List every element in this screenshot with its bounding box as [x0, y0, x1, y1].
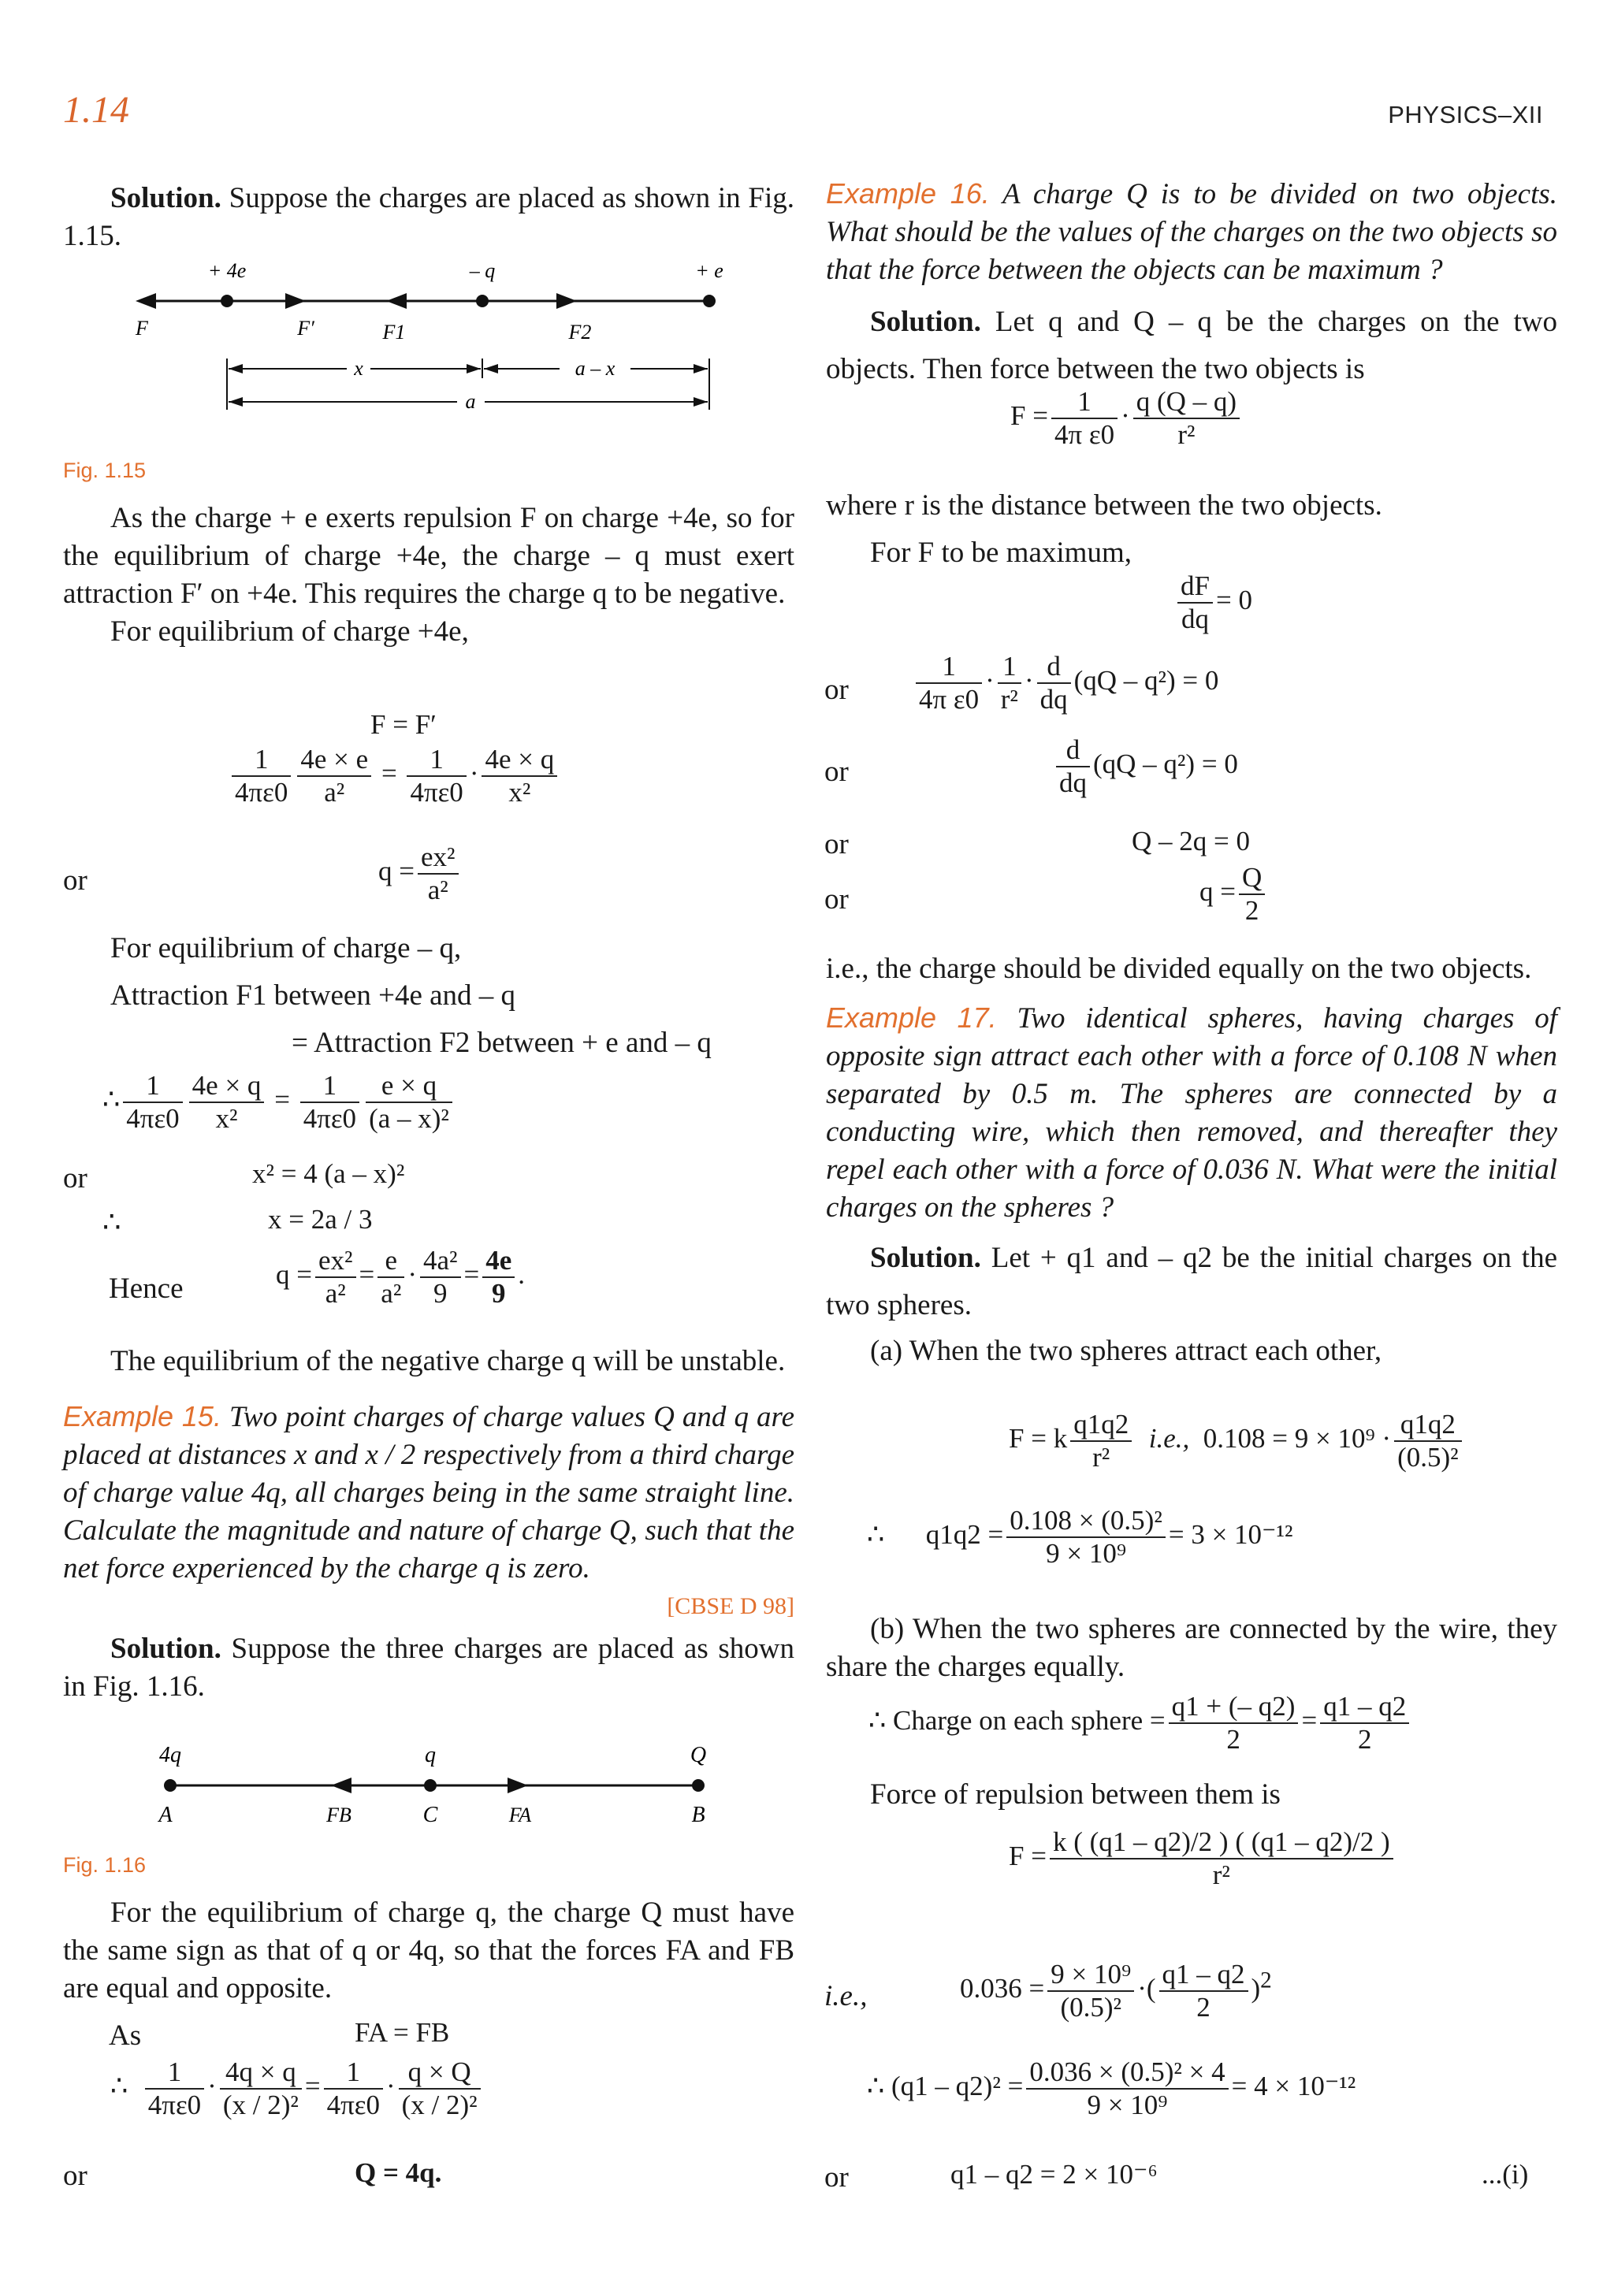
- arrow-FA: [508, 1778, 528, 1793]
- label-Q: Q: [690, 1743, 707, 1767]
- eq-repulsion-force: F = $\frac{k ( (q1 - q2)/2 ) ( (q1 - q2)/2 )}{\text{r²}}$: [1009, 1826, 1396, 1891]
- or-label-1: or: [63, 864, 87, 897]
- label-minus-q: – q: [469, 259, 496, 282]
- eq-charge-each-sphere: ∴ Charge on each sphere = $\frac{q1 + (- q2)}{2}$ = $\frac{q1 - q2}{2}$: [868, 1691, 1412, 1755]
- as-label: As: [109, 2019, 142, 2052]
- or-label-r4: or: [824, 883, 849, 916]
- solution-16-label: Solution.: [870, 306, 981, 338]
- eq-final-q: q = $\frac{\text{ex²}}{\text{a²}}$ = $\frac{e}{\text{a²}}$ · $\frac{\text{4a²}}{9}$ = $\frac{4e}{9}$ .: [276, 1245, 526, 1309]
- dim-a: a: [465, 390, 476, 413]
- or-label-r5: or: [824, 2161, 849, 2194]
- arrow-F2: [556, 293, 577, 309]
- or-label-3: or: [63, 2160, 87, 2192]
- example-17-label: Example 17.: [826, 1001, 997, 1034]
- eq-force-balance-2: ∴ $\frac{1}{4\pi\varepsilon 0}$ $\frac{4e \times q}{\text{x²}}$ = $\frac{1}{4\pi\varepsilon 0}$ $\frac{e \times q}{\text{(a – x)²}}$: [102, 1070, 456, 1135]
- eq-attraction-force: F = k $\frac{q1q2}{\text{r²}}$ i.e., 0.108 = 9 × 10⁹ · $\frac{q1q2}{\text{(0.5)²}}$: [1009, 1409, 1465, 1473]
- solution-label-2: Solution.: [110, 1633, 221, 1665]
- label-A: A: [158, 1803, 173, 1827]
- solution-17-label: Solution.: [870, 1242, 981, 1274]
- paragraph-part-a: (a) When the two spheres attract each other,: [870, 1335, 1382, 1367]
- figure-caption-1-16: Fig. 1.16: [63, 1853, 147, 1877]
- eq-q-value: q = $\frac{\text{ex²}}{\text{a²}}$: [378, 841, 462, 906]
- paragraph-part-b: (b) When the two spheres are connected by the wire, they share the charges equally.: [826, 1613, 1557, 1683]
- label-F: F: [136, 317, 148, 340]
- solution-16-text: Let q and Q – q be the charges on the two objects. Then force between the two objects is: [826, 306, 1557, 385]
- arrow-F-prime: [285, 293, 306, 309]
- paragraph-repulsion: Force of repulsion between them is: [870, 1778, 1281, 1811]
- example-16-text: A charge Q is to be divided on two objects. What should be the values of the charges on the two objects so that the force between the objects can be maximum ?: [826, 178, 1558, 286]
- example-17: [826, 999, 1557, 1227]
- label-plus-4e: + 4e: [207, 259, 247, 282]
- solution-label: Solution.: [110, 182, 221, 214]
- charge-dot-4e: [221, 295, 233, 307]
- dim-x: x: [354, 357, 363, 380]
- solution-paragraph-2: [63, 1630, 794, 1706]
- arrow-F1: [386, 293, 407, 309]
- arrow-FB: [331, 1778, 351, 1793]
- figure-caption-1-15: Fig. 1.15: [63, 459, 147, 482]
- paragraph-divided-equally: i.e., the charge should be divided equally on the two objects.: [826, 953, 1532, 985]
- example-16: [826, 175, 1557, 289]
- solution-17-text: Let + q1 and – q2 be the initial charges on the two spheres.: [826, 1242, 1557, 1321]
- label-F2: F2: [568, 321, 592, 344]
- eq-dF-dq: $\frac{dF}{dq}$ = 0: [1174, 570, 1252, 635]
- eq-Q-minus-2q: Q – 2q = 0: [1132, 826, 1251, 856]
- right-block-4: [826, 1611, 1557, 1686]
- eq-x-value: x = 2a / 3: [268, 1204, 373, 1235]
- ie-label: i.e.,: [824, 1980, 868, 2012]
- label-C: C: [422, 1803, 438, 1827]
- eq-Q-result: Q = 4q.: [355, 2157, 442, 2188]
- hence-label: Hence: [109, 1272, 184, 1305]
- charge-dot-q: [476, 295, 489, 307]
- paragraph-r-distance: where r is the distance between the two objects.: [826, 489, 1382, 522]
- paragraph-attraction-F2: = Attraction F2 between + e and – q: [292, 1027, 712, 1059]
- eq-coulomb-force: F = $\frac{1}{\text{4π ε0}}$ · $\frac{q (Q - q)}{\text{r²}}$: [1010, 386, 1243, 451]
- paragraph-equilibrium-4e: As the charge + e exerts repulsion F on charge +4e, so for the equilibrium of charge +4e, the charge – q must exert attraction F′ on +4e. This requires the charge q to be negative.: [63, 502, 794, 610]
- therefore-symbol: ∴: [102, 1206, 121, 1239]
- eq-force-balance-3: ∴ $\frac{1}{4\pi\varepsilon 0}$ · $\frac{4q \times q}{\text{(x / 2)²}}$ = $\frac{1}{4\pi\varepsilon 0}$ · $\frac{q \times Q}{\text{(x / 2)²}}$: [110, 2056, 484, 2121]
- right-block-2: [826, 487, 1557, 572]
- eq-q1q2-product: ∴ q1q2 = $\frac{\text{0.108 × (0.5)²}}{\text{9 × 10⁹}}$ = 3 × 10⁻¹²: [867, 1505, 1293, 1569]
- or-label-2: or: [63, 1162, 87, 1194]
- or-label-r2: or: [824, 756, 849, 788]
- running-header: PHYSICS–XII: [1388, 101, 1543, 128]
- eq-force-balance-1: $\frac{1}{4\pi\varepsilon 0}$ $\frac{4e \times e}{\text{a²}}$ = $\frac{1}{4\pi\varepsilon 0}$ · $\frac{4e \times q}{\text{x²}}$: [229, 744, 560, 808]
- label-B: B: [691, 1803, 705, 1827]
- eq-derivative-2: $\frac{d}{dq}$ (qQ – q²) = 0: [1053, 734, 1238, 799]
- page-number: 1.14: [63, 89, 129, 131]
- paragraph-maximum: For F to be maximum,: [870, 537, 1132, 569]
- paragraph-attraction-F1: Attraction F1 between +4e and – q: [110, 979, 516, 1012]
- charge-dot-q: [424, 1779, 437, 1792]
- solution-17: [826, 1235, 1557, 1329]
- figure-1-16: [142, 1733, 741, 1836]
- label-plus-e: + e: [695, 259, 723, 282]
- left-block-5: [63, 1894, 794, 2008]
- eq-FA-equals-FB: FA = FB: [355, 2017, 450, 2048]
- or-label-r3: or: [824, 828, 849, 860]
- left-block-4: [63, 1343, 794, 1706]
- cbse-reference: [CBSE D 98]: [667, 1593, 794, 1619]
- right-block-3: [826, 950, 1557, 1370]
- paragraph-unstable: The equilibrium of the negative charge q will be unstable.: [110, 1345, 786, 1377]
- label-q: q: [425, 1743, 436, 1767]
- eq-q-difference: q1 – q2 = 2 × 10⁻⁶: [950, 2159, 1158, 2190]
- eq-0036: 0.036 = $\frac{\text{9 × 10⁹}}{\text{(0.5)²}}$ ·( $\frac{q1 - q2}{2}$ )$^2$: [960, 1959, 1272, 2023]
- label-FB: FB: [326, 1804, 351, 1826]
- eq-derivative-1: $\frac{1}{\text{4π ε0}}$ · $\frac{1}{\text{r²}}$ · $\frac{d}{dq}$ (qQ – q²) = 0: [913, 651, 1218, 715]
- paragraph-equilibrium-charge-q: For the equilibrium of charge q, the charge Q must have the same sign as that of q or 4q, so that the forces FA and FB are equal and opposite.: [63, 1897, 794, 2004]
- left-block-2: [63, 500, 794, 651]
- label-F1: F1: [382, 321, 406, 344]
- example-15-text: Two point charges of charge values Q and q are placed at distances x and x / 2 respectively from a third charge of charge value 4q, all charges being in the same straight line. Calculate the magnitude and nature of charge Q, such that the net force experienced by the charge q is zero.: [63, 1401, 795, 1585]
- left-column: [63, 180, 794, 255]
- eq-x-squared: x² = 4 (a – x)²: [252, 1158, 405, 1189]
- eq-q-half: q = $\frac{Q}{2}$: [1199, 862, 1268, 927]
- label-4q: 4q: [159, 1743, 181, 1767]
- dim-a-minus-x: a – x: [575, 357, 615, 380]
- solution-text: Suppose the charges are placed as shown in Fig. 1.15.: [63, 182, 794, 252]
- paragraph-equilibrium-q: For equilibrium of charge – q,: [110, 932, 462, 964]
- left-block-3: [63, 930, 794, 1062]
- arrow-F: [136, 293, 156, 309]
- solution-text-2: Suppose the three charges are placed as shown in Fig. 1.16.: [63, 1633, 794, 1703]
- label-F-prime: F′: [297, 317, 314, 340]
- eq-q-difference-squared: ∴ (q1 – q2)² = $\frac{\text{0.036 × (0.5)² × 4}}{\text{9 × 10⁹}}$ = 4 × 10⁻¹²: [867, 2056, 1356, 2120]
- charge-dot-e: [703, 295, 716, 307]
- charge-dot-Q: [692, 1779, 705, 1792]
- paragraph-for-equilibrium: For equilibrium of charge +4e,: [110, 615, 469, 648]
- eq-F-equals-F-prime: F = F′: [370, 709, 437, 740]
- or-label-r1: or: [824, 674, 849, 706]
- charge-dot-4q: [164, 1779, 177, 1792]
- example-15: [63, 1398, 794, 1588]
- solution-paragraph-1: [63, 180, 794, 255]
- example-15-label: Example 15.: [63, 1400, 221, 1432]
- example-17-text: Two identical spheres, having charges of opposite sign attract each other with a force of 0.108 N when separated by 0.5 m. The spheres are connected by a conducting wire, which then removed, and thereafter they repel each other with a force of 0.036 N. What were the initial charges on the spheres ?: [826, 1002, 1558, 1224]
- figure-1-15: [118, 252, 749, 441]
- right-block-1: [826, 175, 1557, 393]
- equation-tag: ...(i): [1482, 2159, 1529, 2190]
- example-16-label: Example 16.: [826, 177, 990, 210]
- label-FA: FA: [508, 1804, 532, 1826]
- solution-16: [826, 299, 1557, 393]
